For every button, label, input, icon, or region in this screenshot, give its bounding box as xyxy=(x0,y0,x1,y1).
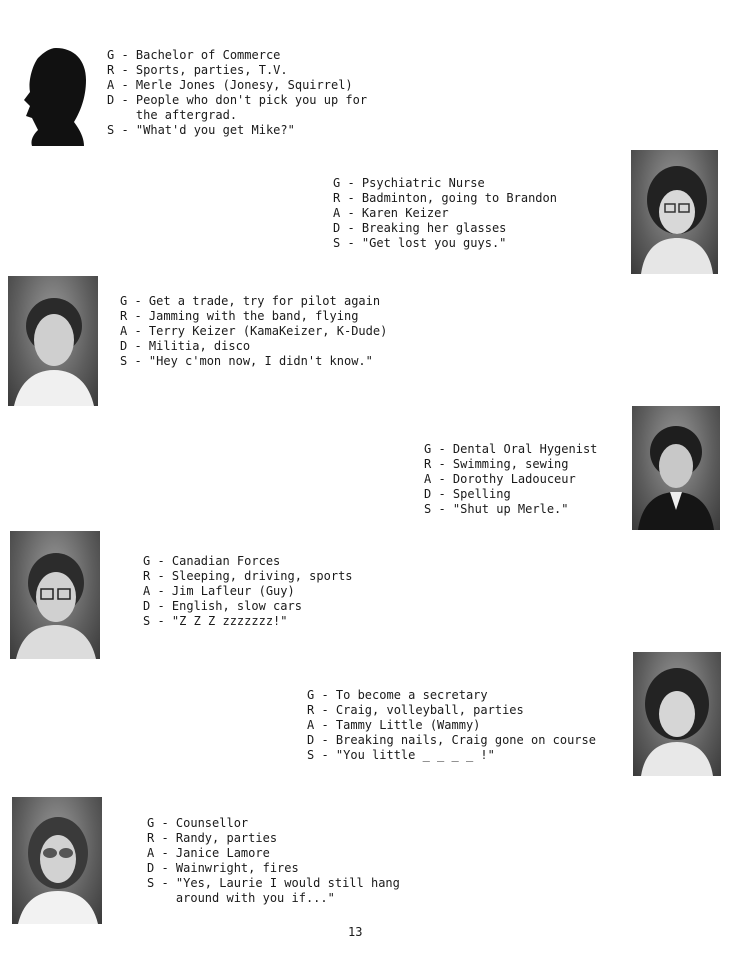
alias-text: A - Dorothy Ladouceur xyxy=(424,472,576,486)
saying-text: S - "Shut up Merle." xyxy=(424,502,569,516)
student-entry xyxy=(147,816,400,906)
silhouette-icon xyxy=(22,46,90,148)
goal-text: G - Dental Oral Hygenist xyxy=(424,442,598,456)
alias-text: A - Merle Jones (Jonesy, Squirrel) xyxy=(107,78,353,92)
recreation-text: R - Randy, parties xyxy=(147,831,278,845)
recreation-text: R - Jamming with the band, flying xyxy=(120,309,359,323)
goal-text: G - Psychiatric Nurse xyxy=(333,176,485,190)
portrait-photo xyxy=(8,276,98,406)
recreation-text: R - Swimming, sewing xyxy=(424,457,569,471)
alias-text: A - Jim Lafleur (Guy) xyxy=(143,584,295,598)
dislike-text: D - People who don't pick you up for xyxy=(107,93,368,107)
dislike-text: D - Spelling xyxy=(424,487,511,501)
portrait-photo xyxy=(631,150,718,274)
alias-text: A - Karen Keizer xyxy=(333,206,449,220)
saying-text: S - "Hey c'mon now, I didn't know." xyxy=(120,354,373,368)
saying-text: S - "Get lost you guys." xyxy=(333,236,507,250)
dislike-text: D - Breaking her glasses xyxy=(333,221,507,235)
goal-text: G - Canadian Forces xyxy=(143,554,281,568)
alias-text: A - Janice Lamore xyxy=(147,846,270,860)
dislike-text: D - Wainwright, fires xyxy=(147,861,299,875)
goal-text: G - Bachelor of Commerce xyxy=(107,48,281,62)
portrait-photo xyxy=(12,797,102,924)
portrait-photo xyxy=(10,531,100,659)
saying-text: S - "Yes, Laurie I would still hang xyxy=(147,876,400,890)
student-entry xyxy=(307,688,596,763)
dislike-text: D - English, slow cars xyxy=(143,599,302,613)
recreation-text: R - Craig, volleyball, parties xyxy=(307,703,524,717)
alias-text: A - Terry Keizer (KamaKeizer, K-Dude) xyxy=(120,324,388,338)
alias-text: A - Tammy Little (Wammy) xyxy=(307,718,481,732)
page-number: 13 xyxy=(348,925,363,939)
saying-text-cont: around with you if..." xyxy=(147,891,335,905)
recreation-text: R - Sports, parties, T.V. xyxy=(107,63,288,77)
dislike-text-cont: the aftergrad. xyxy=(107,108,238,122)
goal-text: G - To become a secretary xyxy=(307,688,488,702)
student-entry xyxy=(120,294,387,369)
dislike-text: D - Breaking nails, Craig gone on course xyxy=(307,733,596,747)
student-entry xyxy=(143,554,353,629)
dislike-text: D - Militia, disco xyxy=(120,339,251,353)
recreation-text: R - Badminton, going to Brandon xyxy=(333,191,557,205)
saying-text: S - "What'd you get Mike?" xyxy=(107,123,295,137)
student-entry xyxy=(107,48,367,138)
saying-text: S - "You little _ _ _ _ !" xyxy=(307,748,495,762)
student-entry xyxy=(333,176,557,251)
portrait-photo xyxy=(632,406,720,530)
goal-text: G - Counsellor xyxy=(147,816,249,830)
portrait-photo xyxy=(633,652,721,776)
saying-text: S - "Z Z Z zzzzzzz!" xyxy=(143,614,288,628)
recreation-text: R - Sleeping, driving, sports xyxy=(143,569,353,583)
goal-text: G - Get a trade, try for pilot again xyxy=(120,294,381,308)
student-entry xyxy=(424,442,597,517)
